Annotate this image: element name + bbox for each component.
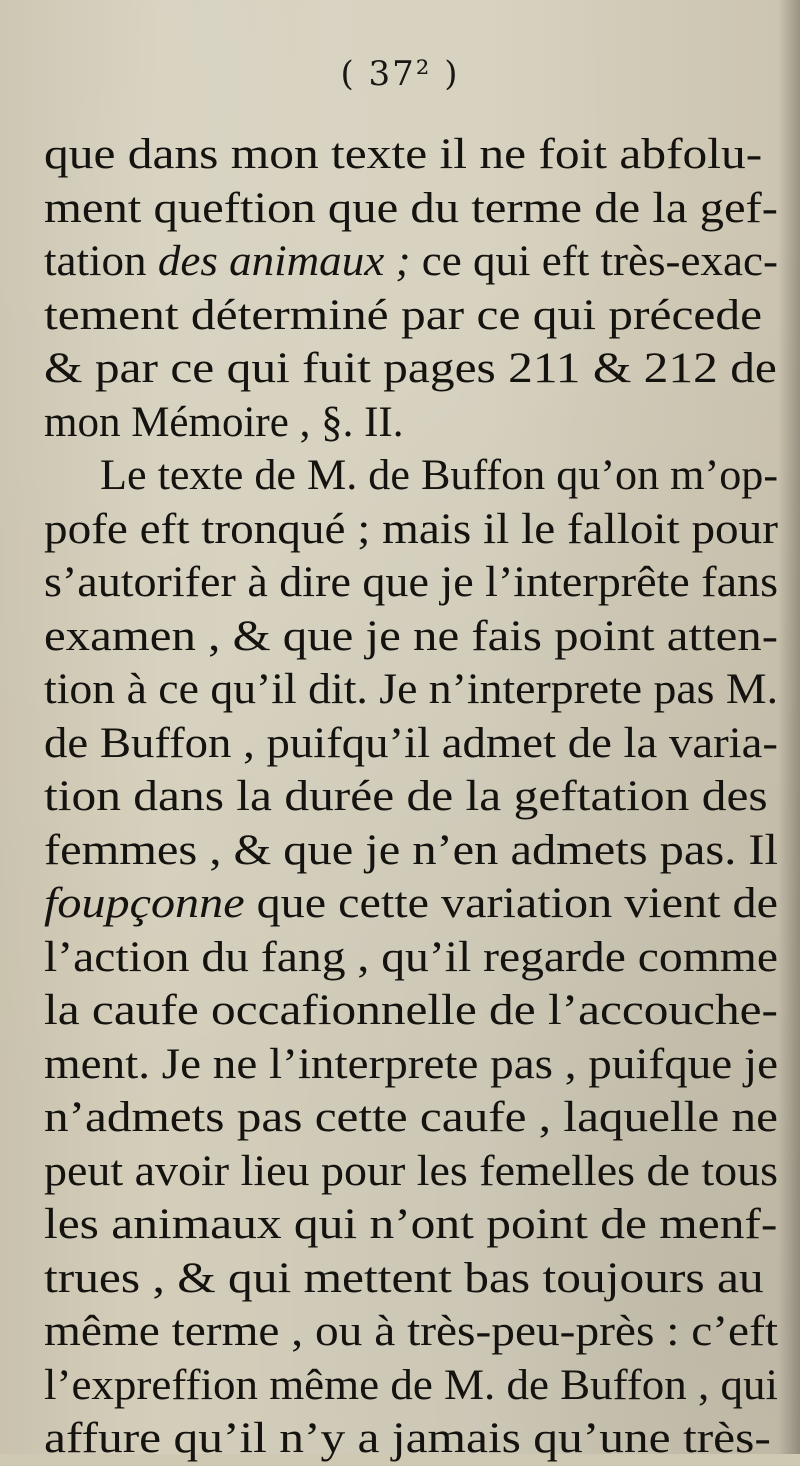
text-line bbox=[44, 342, 777, 396]
text-segment: examen , & que je ne fais point atten- bbox=[44, 612, 779, 660]
text-line bbox=[44, 931, 778, 985]
text-segment: Le texte de M. de Buffon qu’on m’op- bbox=[100, 452, 779, 499]
text-segment: mon Mémoire , §. II. bbox=[44, 398, 404, 446]
text-line bbox=[44, 1252, 764, 1306]
text-segment: s’autorifer à dire que je l’interprête fans bbox=[44, 559, 779, 606]
page-number-header: ( 37² ) bbox=[340, 54, 460, 94]
italic-text: des animaux ; bbox=[157, 238, 411, 285]
text-segment: pofe eft tronqué ; mais il le falloit pour bbox=[44, 505, 778, 553]
text-segment: même terme , ou à très-peu-près : c’eft bbox=[44, 1308, 779, 1355]
text-segment: tation bbox=[44, 238, 158, 285]
text-segment: tion à ce qu’il dit. Je n’interprete pas M. bbox=[44, 666, 779, 713]
text-segment: tement déterminé par ce qui précede bbox=[44, 291, 763, 339]
text-line bbox=[44, 824, 778, 878]
page-edge-shadow bbox=[778, 0, 800, 1454]
text-line bbox=[44, 396, 403, 450]
text-line bbox=[44, 503, 778, 557]
text-line bbox=[44, 1091, 778, 1145]
text-line bbox=[44, 717, 778, 771]
text-segment: peut avoir lieu pour les femelles de tous bbox=[44, 1147, 779, 1195]
text-line bbox=[44, 1412, 771, 1466]
text-line bbox=[44, 1359, 778, 1413]
text-line bbox=[44, 877, 778, 931]
text-segment: de Buffon , puifqu’il admet de la varia- bbox=[44, 719, 778, 767]
text-segment: ce qui eft très-exac- bbox=[410, 238, 779, 285]
text-segment: que cette variation vient de bbox=[244, 880, 778, 927]
text-segment: & par ce qui fuit pages 211 & 212 de bbox=[44, 345, 777, 392]
text-segment: l’expreffion même de M. de Buffon , qui bbox=[44, 1361, 778, 1409]
text-line bbox=[44, 610, 778, 664]
text-line bbox=[44, 770, 768, 824]
text-line bbox=[44, 1305, 778, 1359]
text-segment: trues , & qui mettent bas toujours au bbox=[44, 1254, 764, 1302]
text-line bbox=[44, 128, 762, 182]
text-segment: ment. Je ne l’interprete pas , puifque je bbox=[44, 1040, 779, 1088]
text-line bbox=[44, 663, 778, 717]
text-line bbox=[44, 1038, 778, 1092]
text-line bbox=[44, 1198, 777, 1252]
text-segment: l’action du fang , qu’il regarde comme bbox=[44, 933, 778, 981]
text-line bbox=[44, 984, 778, 1038]
text-line bbox=[44, 556, 778, 610]
text-line bbox=[44, 235, 778, 289]
text-line bbox=[44, 289, 762, 343]
text-segment: les animaux qui n’ont point de menf- bbox=[44, 1201, 778, 1248]
italic-text: foupçonne bbox=[44, 880, 245, 927]
text-segment: n’admets pas cette caufe , laquelle ne bbox=[44, 1094, 779, 1141]
text-segment: tion dans la durée de la geftation des bbox=[44, 773, 768, 820]
text-segment: ment queftion que du terme de la gef- bbox=[44, 184, 778, 232]
text-segment: la caufe occafionnelle de l’accouche- bbox=[44, 987, 778, 1034]
text-segment: que dans mon texte il ne foit abfolu- bbox=[44, 131, 763, 178]
text-line bbox=[100, 449, 778, 503]
text-segment: femmes , & que je n’en admets pas. Il bbox=[44, 826, 779, 874]
text-segment: affure qu’il n’y a jamais qu’une très- bbox=[44, 1415, 771, 1462]
text-line bbox=[44, 1145, 778, 1199]
text-line bbox=[44, 182, 778, 236]
